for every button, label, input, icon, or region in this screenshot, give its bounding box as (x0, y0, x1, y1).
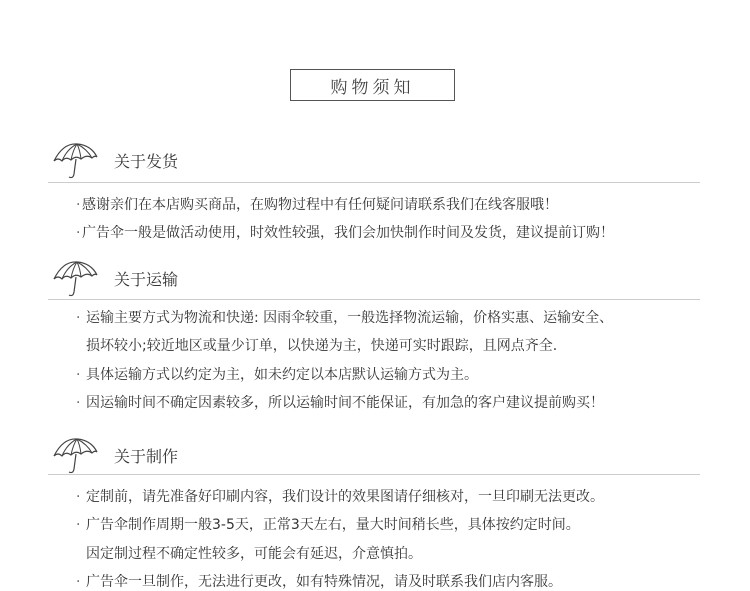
bullet: · (76, 367, 81, 383)
divider (48, 182, 700, 183)
bullet: · (76, 197, 81, 213)
bullet: · (76, 517, 81, 533)
umbrella-icon (51, 436, 99, 476)
list-item: 感谢亲们在本店购买商品，在购物过程中有任何疑问请联系我们在线客服哦！ (82, 197, 558, 213)
list-item: 具体运输方式以约定为主，如未约定以本店默认运输方式为主。 (86, 367, 478, 383)
list-item: 因定制过程不确定性较多，可能会有延迟，介意慎拍。 (86, 546, 422, 562)
bullet: · (76, 574, 81, 590)
divider (48, 299, 700, 300)
section-header (0, 436, 750, 476)
bullet: · (76, 310, 81, 326)
section-header (0, 259, 750, 299)
bullet: · (76, 225, 81, 241)
list-item: 运输主要方式为物流和快递: 因雨伞较重，一般选择物流运输，价格实惠、运输安全、 (86, 310, 614, 326)
section-header (0, 141, 750, 181)
list-item: 广告伞一旦制作，无法进行更改，如有特殊情况，请及时联系我们店内客服。 (86, 574, 562, 590)
umbrella-icon (51, 259, 99, 299)
umbrella-icon (51, 141, 99, 181)
list-item: 广告伞制作周期一般3-5天，正常3天左右，量大时间稍长些，具体按约定时间。 (86, 517, 580, 533)
bullet: · (76, 395, 81, 411)
list-item: 损坏较小;较近地区或量少订单，以快递为主，快递可实时跟踪，且网点齐全. (86, 338, 558, 354)
bullet: · (76, 489, 81, 505)
list-item: 因运输时间不确定因素较多，所以运输时间不能保证，有加急的客户建议提前购买！ (86, 395, 604, 411)
list-item: 广告伞一般是做活动使用，时效性较强，我们会加快制作时间及发货，建议提前订购！ (82, 225, 614, 241)
section-title: 关于运输 (114, 270, 179, 289)
divider (48, 474, 700, 475)
section-title: 关于制作 (114, 447, 179, 466)
page-title: 购物须知 (290, 69, 455, 101)
section-title: 关于发货 (114, 152, 179, 171)
list-item: 定制前，请先准备好印刷内容，我们设计的效果图请仔细核对，一旦印刷无法更改。 (86, 489, 604, 505)
